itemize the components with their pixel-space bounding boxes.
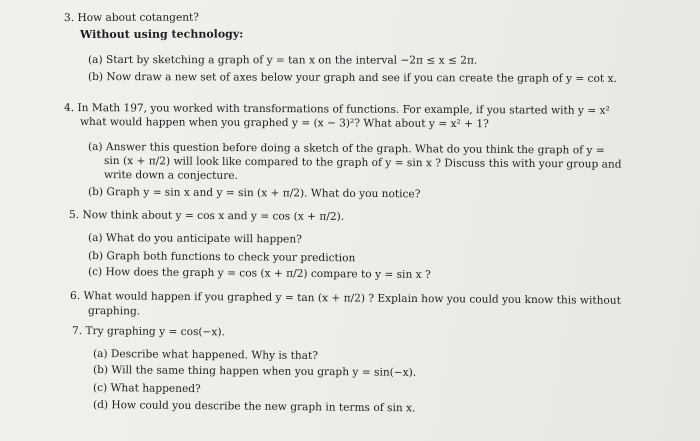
q4-part-a-line-3: write down a conjecture. (103, 169, 238, 182)
q3-title: How about cotangent? (77, 11, 200, 24)
q7-part-a: (a) Describe what happened. Why is that? (92, 348, 319, 362)
q6-line-1 (70, 290, 621, 308)
q6-text-1: What would happen if you graphed y = tan (x + π/2) ? Explain how you could you know this without (83, 290, 621, 307)
q3-number-and-title (64, 12, 199, 25)
q7-part-c: (c) What happened? (92, 382, 201, 396)
q5-text: Now think about y = cos x and y = cos (x + π/2). (82, 209, 345, 223)
q4-number: 4. (63, 102, 75, 115)
q3-number: 3. (63, 11, 75, 24)
q4-text-1: In Math 197, you worked with transformations of functions. For example, if you started with y = x² (77, 102, 610, 117)
q7-text: Try graphing y = cos(−x). (85, 325, 225, 339)
q5-part-a: (a) What do you anticipate will happen? (87, 232, 302, 246)
q5-number: 5. (68, 209, 80, 222)
q4-line-2: what would happen when you graphed y = (x − 3)²? What about y = x² + 1? (79, 116, 489, 131)
q5-part-b: (b) Graph both functions to check your prediction (87, 250, 356, 265)
q7-number: 7. (71, 325, 83, 338)
q7-line (72, 325, 225, 339)
q7-part-d: (d) How could you describe the new graph in terms of sin x. (92, 399, 416, 415)
q7-part-b: (b) Will the same thing happen when you graph y = sin(−x). (92, 364, 417, 379)
q4-part-a-line-1: (a) Answer this question before doing a sketch of the graph. What do you think the graph of y = (87, 141, 605, 157)
q3-part-b: (b) Now draw a new set of axes below your graph and see if you can create the graph of y = cot x. (87, 71, 617, 85)
q5-part-c: (c) How does the graph y = cos (x + π/2) compare to y = sin x ? (87, 266, 431, 281)
q6-number: 6. (69, 290, 81, 303)
q5-line (69, 209, 344, 224)
q6-line-2: graphing. (87, 305, 141, 318)
q4-part-b: (b) Graph y = sin x and y = sin (x + π/2). What do you notice? (87, 186, 421, 201)
q4-part-a-line-2: sin (x + π/2) will look like compared to the graph of y = sin x ? Discuss this with your group and (103, 155, 622, 171)
q3-part-a: (a) Start by sketching a graph of y = tan x on the interval −2π ≤ x ≤ 2π. (87, 54, 478, 67)
q3-subtitle: Without using technology: (79, 27, 244, 41)
